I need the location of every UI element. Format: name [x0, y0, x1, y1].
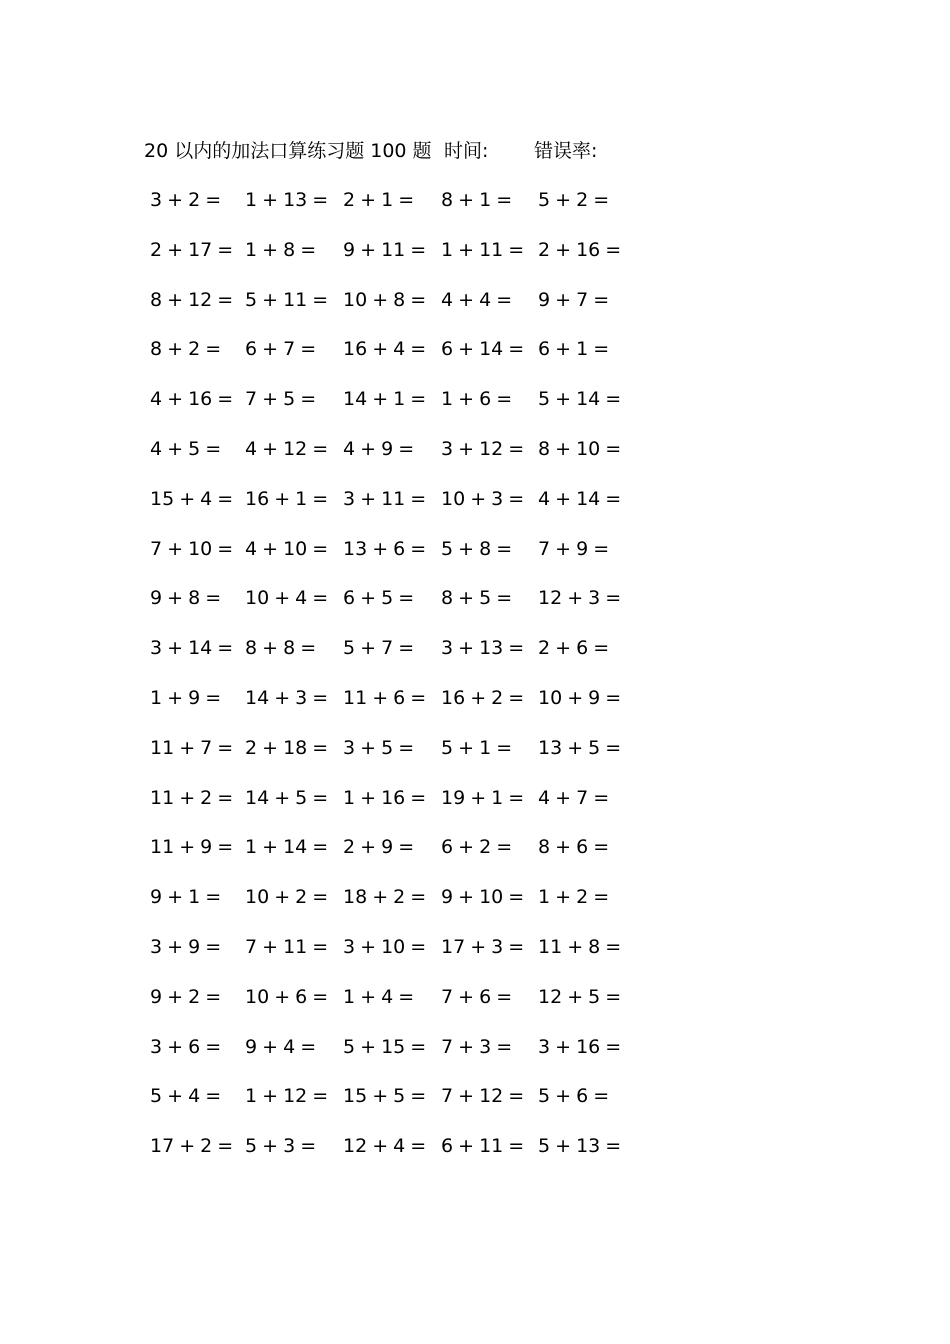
problem-item: 3 + 2 = — [150, 189, 222, 211]
problem-item: 11 + 8 = — [538, 936, 622, 958]
problem-item: 9 + 1 = — [150, 886, 222, 909]
error-rate-label: 错误率: — [534, 140, 598, 162]
problem-item: 7 + 12 = — [441, 1085, 525, 1108]
problem-item: 10 + 4 = — [245, 587, 329, 610]
problem-item: 5 + 2 = — [538, 189, 610, 211]
problem-item: 5 + 13 = — [538, 1135, 622, 1158]
problem-item: 7 + 6 = — [441, 985, 513, 1008]
problem-item: 12 + 5 = — [538, 985, 622, 1008]
problem-item: 3 + 10 = — [343, 936, 427, 958]
problem-item: 10 + 8 = — [343, 288, 427, 311]
problem-item: 8 + 2 = — [150, 338, 222, 361]
problem-item: 8 + 6 = — [538, 836, 610, 859]
problem-item: 9 + 4 = — [245, 1035, 317, 1058]
problem-item: 4 + 10 = — [245, 537, 329, 560]
problem-item: 2 + 16 = — [538, 238, 622, 261]
problem-item: 14 + 1 = — [343, 388, 427, 411]
problem-item: 8 + 12 = — [150, 288, 234, 311]
problem-item: 6 + 14 = — [441, 338, 525, 361]
problem-item: 3 + 11 = — [343, 487, 427, 510]
problem-item: 5 + 15 = — [343, 1035, 427, 1058]
problem-item: 10 + 2 = — [245, 886, 329, 909]
problem-item: 1 + 8 = — [245, 238, 317, 261]
problem-item: 6 + 7 = — [245, 338, 317, 361]
problem-item: 12 + 4 = — [343, 1135, 427, 1158]
problem-item: 15 + 5 = — [343, 1085, 427, 1108]
problem-item: 16 + 1 = — [245, 487, 329, 510]
problem-item: 1 + 13 = — [245, 189, 329, 211]
problem-item: 1 + 4 = — [343, 985, 415, 1008]
problem-item: 1 + 9 = — [150, 687, 222, 709]
problem-item: 3 + 9 = — [150, 936, 222, 958]
problem-item: 1 + 6 = — [441, 388, 513, 411]
problem-item: 2 + 1 = — [343, 189, 415, 211]
problem-item: 19 + 1 = — [441, 786, 525, 809]
time-label: 时间: — [444, 140, 489, 162]
problem-item: 7 + 10 = — [150, 537, 234, 560]
problem-item: 8 + 5 = — [441, 587, 513, 610]
problem-item: 1 + 16 = — [343, 786, 427, 809]
problem-item: 4 + 12 = — [245, 438, 329, 460]
problem-item: 10 + 6 = — [245, 985, 329, 1008]
problem-item: 1 + 2 = — [538, 886, 610, 909]
problem-item: 12 + 3 = — [538, 587, 622, 610]
problem-item: 2 + 6 = — [538, 637, 610, 660]
problem-item: 13 + 5 = — [538, 736, 622, 759]
problem-item: 1 + 12 = — [245, 1085, 329, 1108]
problem-item: 8 + 10 = — [538, 438, 622, 460]
problem-item: 4 + 16 = — [150, 388, 234, 411]
problem-item: 3 + 5 = — [343, 736, 415, 759]
problem-item: 6 + 1 = — [538, 338, 610, 361]
problem-item: 9 + 2 = — [150, 985, 222, 1008]
problem-item: 5 + 3 = — [245, 1135, 317, 1158]
problem-item: 4 + 14 = — [538, 487, 622, 510]
problem-item: 8 + 8 = — [245, 637, 317, 660]
problem-item: 5 + 11 = — [245, 288, 329, 311]
problem-item: 13 + 6 = — [343, 537, 427, 560]
problem-item: 2 + 18 = — [245, 736, 329, 759]
problem-item: 5 + 4 = — [150, 1085, 222, 1108]
problem-item: 6 + 11 = — [441, 1135, 525, 1158]
worksheet-title: 20 以内的加法口算练习题 100 题 — [144, 140, 432, 162]
problem-item: 15 + 4 = — [150, 487, 234, 510]
problem-item: 10 + 9 = — [538, 687, 622, 709]
problem-item: 7 + 5 = — [245, 388, 317, 411]
problem-item: 11 + 6 = — [343, 687, 427, 709]
problem-item: 4 + 9 = — [343, 438, 415, 460]
problem-item: 3 + 13 = — [441, 637, 525, 660]
problem-item: 10 + 3 = — [441, 487, 525, 510]
problem-item: 9 + 10 = — [441, 886, 525, 909]
problem-item: 9 + 8 = — [150, 587, 222, 610]
problem-item: 9 + 11 = — [343, 238, 427, 261]
problem-item: 7 + 3 = — [441, 1035, 513, 1058]
problem-item: 11 + 9 = — [150, 836, 234, 859]
problem-item: 16 + 2 = — [441, 687, 525, 709]
problem-item: 4 + 5 = — [150, 438, 222, 460]
problem-item: 17 + 3 = — [441, 936, 525, 958]
problem-item: 14 + 3 = — [245, 687, 329, 709]
problem-item: 5 + 1 = — [441, 736, 513, 759]
problem-item: 6 + 2 = — [441, 836, 513, 859]
problem-item: 4 + 7 = — [538, 786, 610, 809]
problem-item: 6 + 5 = — [343, 587, 415, 610]
problem-item: 5 + 7 = — [343, 637, 415, 660]
problem-item: 4 + 4 = — [441, 288, 513, 311]
problem-item: 17 + 2 = — [150, 1135, 234, 1158]
problem-item: 1 + 14 = — [245, 836, 329, 859]
problem-item: 18 + 2 = — [343, 886, 427, 909]
problem-item: 14 + 5 = — [245, 786, 329, 809]
problem-item: 7 + 11 = — [245, 936, 329, 958]
problem-item: 5 + 14 = — [538, 388, 622, 411]
problem-item: 3 + 14 = — [150, 637, 234, 660]
problem-item: 16 + 4 = — [343, 338, 427, 361]
problem-item: 3 + 16 = — [538, 1035, 622, 1058]
problem-item: 1 + 11 = — [441, 238, 525, 261]
problem-item: 11 + 7 = — [150, 736, 234, 759]
problem-item: 3 + 12 = — [441, 438, 525, 460]
problem-item: 9 + 7 = — [538, 288, 610, 311]
problem-item: 2 + 9 = — [343, 836, 415, 859]
problem-item: 7 + 9 = — [538, 537, 610, 560]
problem-item: 3 + 6 = — [150, 1035, 222, 1058]
problem-item: 11 + 2 = — [150, 786, 234, 809]
problem-item: 8 + 1 = — [441, 189, 513, 211]
problem-item: 5 + 8 = — [441, 537, 513, 560]
problem-item: 2 + 17 = — [150, 238, 234, 261]
problem-item: 5 + 6 = — [538, 1085, 610, 1108]
